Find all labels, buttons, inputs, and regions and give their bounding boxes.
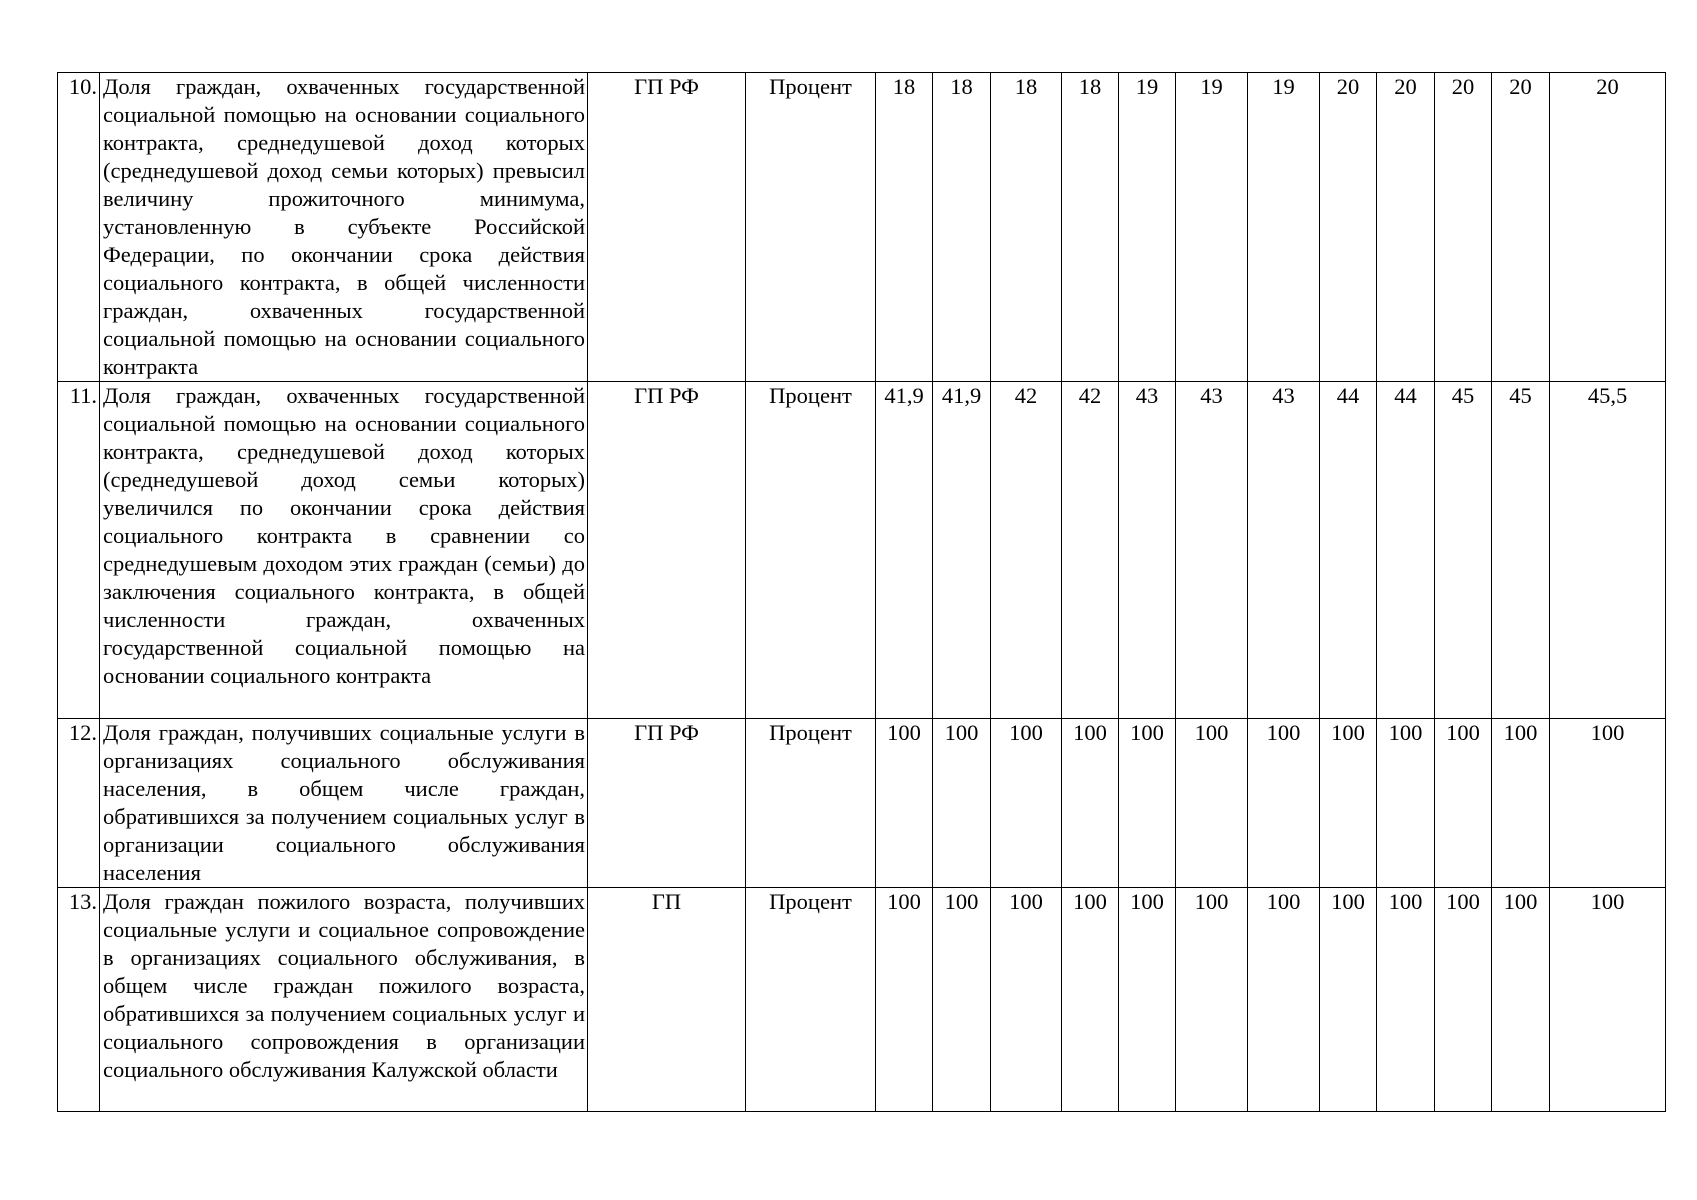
table-row — [58, 719, 1666, 888]
row-number: 10. — [58, 73, 100, 382]
indicator-value: 43 — [1248, 382, 1320, 719]
indicator-value: 18 — [1062, 73, 1119, 382]
indicator-source: ГП РФ — [588, 382, 746, 719]
indicator-description: Доля граждан, получивших социальные услуги в организациях социального обслуживания населения, в общем числе граждан, обратившихся за получением социальных услуг в организации социального обслуживания населения — [100, 719, 588, 888]
indicator-value: 45,5 — [1550, 382, 1666, 719]
indicator-value: 43 — [1176, 382, 1248, 719]
indicator-source: ГП РФ — [588, 719, 746, 888]
indicator-value: 20 — [1377, 73, 1435, 382]
indicators-table — [57, 72, 1666, 1112]
indicator-value: 100 — [1119, 888, 1176, 1112]
indicator-value: 42 — [991, 382, 1062, 719]
indicator-value: 100 — [1377, 719, 1435, 888]
indicator-source: ГП — [588, 888, 746, 1112]
indicator-value: 100 — [1550, 888, 1666, 1112]
indicator-unit: Процент — [746, 73, 876, 382]
indicator-value: 100 — [1320, 719, 1377, 888]
indicator-value: 100 — [1119, 719, 1176, 888]
indicator-description: Доля граждан, охваченных государственной социальной помощью на основании социального контракта, среднедушевой доход которых (среднедушевой доход семьи которых) превысил величину прожиточного минимума, установленную в субъекте Российской Федерации, по окончании срока действия социального контракта, в общей численности граждан, охваченных государственной социальной помощью на основании социального контракта — [100, 73, 588, 382]
indicator-value: 100 — [876, 719, 933, 888]
table-row — [58, 73, 1666, 382]
indicator-value: 19 — [1119, 73, 1176, 382]
indicator-unit: Процент — [746, 719, 876, 888]
indicator-value: 43 — [1119, 382, 1176, 719]
indicator-description: Доля граждан, охваченных государственной социальной помощью на основании социального контракта, среднедушевой доход которых (среднедушевой доход семьи которых) увеличился по окончании срока действия социального контракта в сравнении со среднедушевым доходом этих граждан (семьи) до заключения социального контракта, в общей численности граждан, охваченных государственной социальной помощью на основании социального контракта — [100, 382, 588, 719]
indicator-unit: Процент — [746, 382, 876, 719]
indicator-value: 19 — [1176, 73, 1248, 382]
indicator-unit: Процент — [746, 888, 876, 1112]
indicator-value: 100 — [1492, 888, 1550, 1112]
row-number: 13. — [58, 888, 100, 1112]
indicator-value: 18 — [991, 73, 1062, 382]
indicator-value: 100 — [991, 719, 1062, 888]
indicator-value: 42 — [1062, 382, 1119, 719]
indicator-value: 20 — [1492, 73, 1550, 382]
indicator-value: 100 — [1550, 719, 1666, 888]
indicator-value: 100 — [1377, 888, 1435, 1112]
indicator-value: 45 — [1435, 382, 1492, 719]
indicator-value: 100 — [1248, 719, 1320, 888]
row-number: 12. — [58, 719, 100, 888]
indicator-value: 100 — [933, 719, 991, 888]
indicator-value: 20 — [1550, 73, 1666, 382]
indicator-value: 41,9 — [933, 382, 991, 719]
indicator-value: 20 — [1320, 73, 1377, 382]
indicator-value: 41,9 — [876, 382, 933, 719]
indicator-value: 44 — [1320, 382, 1377, 719]
indicator-value: 100 — [933, 888, 991, 1112]
indicator-value: 100 — [1062, 888, 1119, 1112]
indicator-value: 20 — [1435, 73, 1492, 382]
indicator-value: 100 — [991, 888, 1062, 1112]
indicator-description: Доля граждан пожилого возраста, получивших социальные услуги и социальное сопровождение в организациях социального обслуживания, в общем числе граждан пожилого возраста, обратившихся за получением социальных услуг и социального сопровождения в организации социального обслуживания Калужской области — [100, 888, 588, 1112]
indicator-value: 100 — [1492, 719, 1550, 888]
indicator-source: ГП РФ — [588, 73, 746, 382]
table-row — [58, 888, 1666, 1112]
indicator-value: 18 — [933, 73, 991, 382]
indicator-value: 100 — [1435, 888, 1492, 1112]
indicator-value: 100 — [1320, 888, 1377, 1112]
indicator-value: 100 — [1435, 719, 1492, 888]
indicator-value: 19 — [1248, 73, 1320, 382]
indicator-value: 18 — [876, 73, 933, 382]
indicator-value: 44 — [1377, 382, 1435, 719]
indicator-value: 100 — [1062, 719, 1119, 888]
row-number: 11. — [58, 382, 100, 719]
table-row — [58, 382, 1666, 719]
indicator-value: 100 — [1176, 888, 1248, 1112]
indicator-value: 100 — [1176, 719, 1248, 888]
indicator-value: 45 — [1492, 382, 1550, 719]
indicator-value: 100 — [876, 888, 933, 1112]
indicator-value: 100 — [1248, 888, 1320, 1112]
